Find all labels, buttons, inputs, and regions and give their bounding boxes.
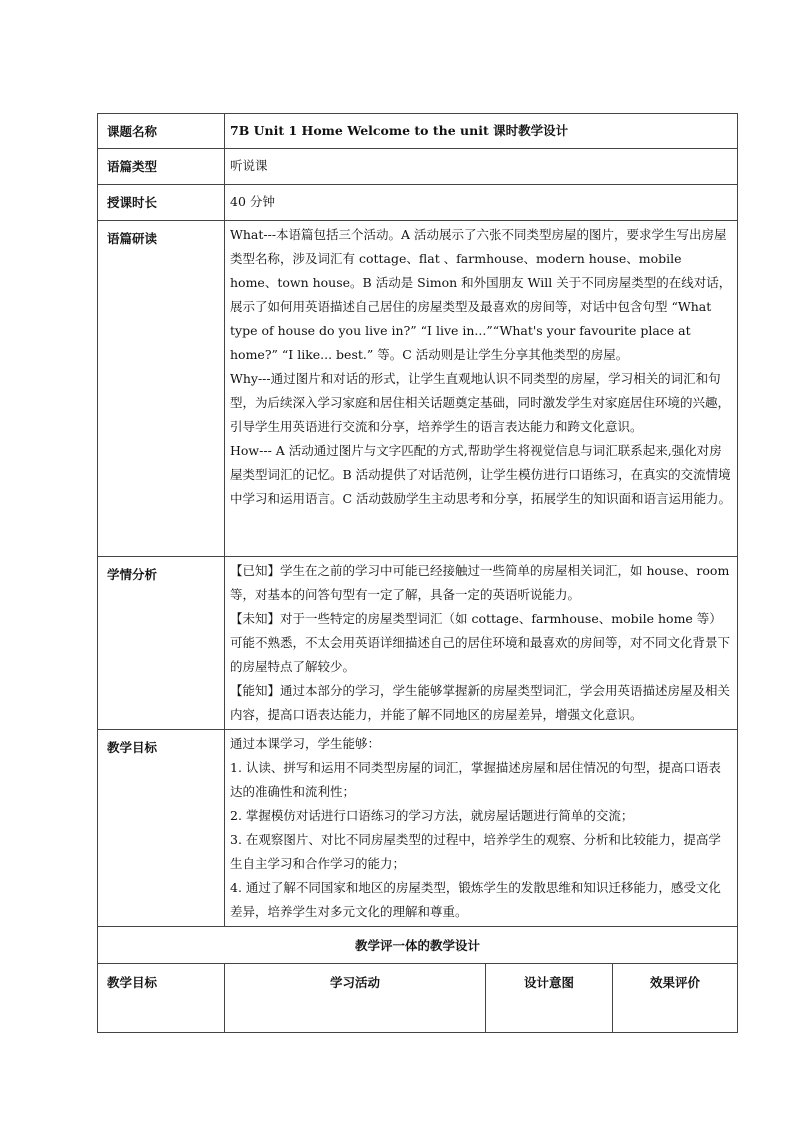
- row-integration-title: [98, 927, 738, 964]
- objectives-label: 教学目标: [98, 730, 225, 927]
- objectives-content: [225, 730, 738, 927]
- student-analysis-label: 学情分析: [98, 557, 225, 730]
- col-header-objectives: 教学目标: [98, 964, 225, 1033]
- text-type-label: 语篇类型: [98, 149, 225, 185]
- analysis-can-know: 【能知】通过本部分的学习，学生能够掌握新的房屋类型词汇，学会用英语描述房屋及相关内容，提高口语表达能力，并能了解不同地区的房屋差异，增强文化意识。: [230, 683, 731, 722]
- row-text-type: [98, 149, 738, 185]
- row-objectives: [98, 730, 738, 927]
- text-study-how: How--- A 活动通过图片与文字匹配的方式,帮助学生将视觉信息与词汇联系起来,强化对房屋类型词汇的记忆。B 活动提供了对话范例，让学生模仿进行口语练习，在真实的交流情境中学习和运用语言。C 活动鼓励学生主动思考和分享，拓展学生的知识面和语言运用能力。: [230, 443, 732, 506]
- student-analysis-content: [225, 557, 738, 730]
- topic-value: 7B Unit 1 Home Welcome to the unit 课时教学设计: [225, 114, 738, 149]
- duration-label: 授课时长: [98, 185, 225, 221]
- objective-2: 2. 掌握模仿对话进行口语练习的学习方法，就房屋话题进行简单的交流；: [230, 808, 634, 823]
- row-student-analysis: [98, 557, 738, 730]
- row-duration: [98, 185, 738, 221]
- integration-title: 教学评一体的教学设计: [98, 927, 738, 964]
- row-text-study: [98, 221, 738, 557]
- analysis-known: 【已知】学生在之前的学习中可能已经接触过一些简单的房屋相关词汇，如 house、room 等，对基本的问答句型有一定了解，具备一定的英语听说能力。: [230, 563, 730, 602]
- lesson-plan-table: [97, 113, 738, 1033]
- objective-4: 4. 通过了解不同国家和地区的房屋类型，锻炼学生的发散思维和知识迁移能力，感受文化差异，培养学生对多元文化的理解和尊重。: [230, 880, 721, 919]
- duration-value: 40 分钟: [225, 185, 738, 221]
- objective-3: 3. 在观察图片、对比不同房屋类型的过程中，培养学生的观察、分析和比较能力，提高学生自主学习和合作学习的能力；: [230, 832, 721, 871]
- text-study-what: What---本语篇包括三个活动。A 活动展示了六张不同类型房屋的图片，要求学生写出房屋类型名称，涉及词汇有 cottage、flat 、farmhouse、modern house、mobile home、town house。B 活动是 Simon 和外国朋友 Will 关于不同房屋类型的在线对话，展示了如何用英语描述自己居住的房屋类型及最喜欢的房间等，对话中包含句型 “What type of house do you live in?” “I live in...”“What's your favourite place at home?” “I like... best.” 等。C 活动则是让学生分享其他类型的房屋。: [230, 227, 732, 362]
- text-study-why: Why---通过图片和对话的形式，让学生直观地认识不同类型的房屋，学习相关的词汇和句型，为后续深入学习家庭和居住相关话题奠定基础，同时激发学生对家庭居住环境的兴趣，引导学生用英语进行交流和分享，培养学生的语言表达能力和跨文化意识。: [230, 371, 731, 434]
- text-study-label: 语篇研读: [98, 221, 225, 557]
- col-header-evaluation: 效果评价: [613, 964, 738, 1033]
- row-topic: [98, 114, 738, 149]
- col-header-intent: 设计意图: [486, 964, 613, 1033]
- objective-1: 1. 认读、拼写和运用不同类型房屋的词汇，掌握描述房屋和居住情况的句型，提高口语表达的准确性和流利性；: [230, 760, 721, 799]
- analysis-unknown: 【未知】对于一些特定的房屋类型词汇（如 cottage、farmhouse、mobile home 等）可能不熟悉，不太会用英语详细描述自己的居住环境和最喜欢的房间等，对不同文化背景下的房屋特点了解较少。: [230, 611, 731, 674]
- objectives-intro: 通过本课学习，学生能够：: [230, 736, 381, 751]
- topic-label: 课题名称: [98, 114, 225, 149]
- text-type-value: 听说课: [225, 149, 738, 185]
- text-study-content: [225, 221, 738, 557]
- row-column-headers: [98, 964, 738, 1033]
- col-header-activities: 学习活动: [225, 964, 486, 1033]
